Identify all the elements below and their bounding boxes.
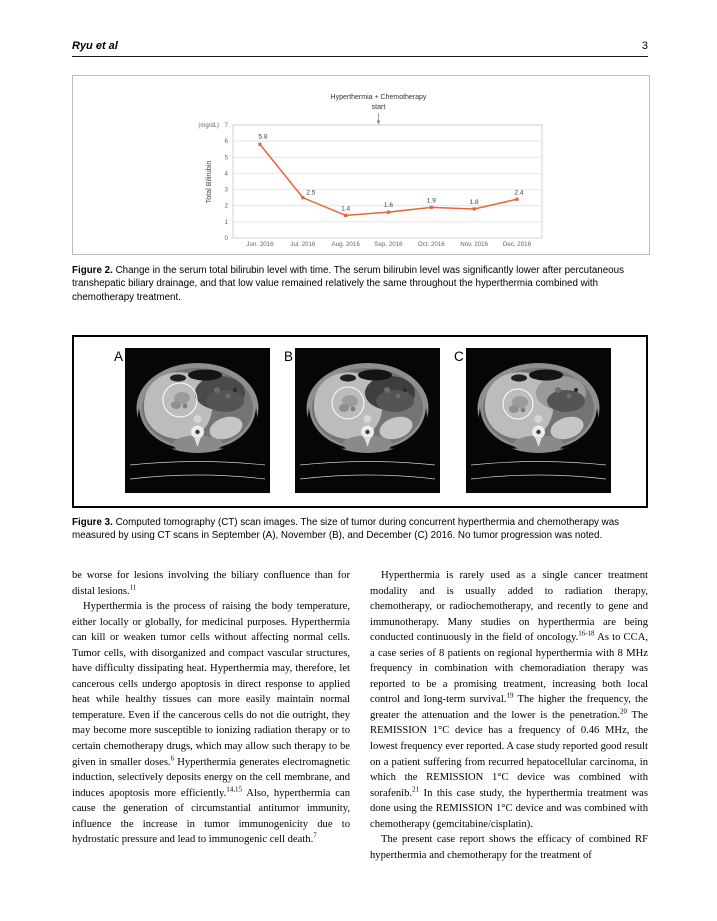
bilirubin-line-chart — [73, 76, 647, 252]
paragraph: be worse for lesions involving the biliary confluence than for distal lesions.$^{11}$ — [72, 570, 350, 597]
svg-text:5.8: 5.8 — [258, 133, 268, 141]
svg-text:1.8: 1.8 — [469, 198, 479, 206]
svg-text:5: 5 — [224, 154, 228, 162]
ct-scan-label: A — [114, 349, 124, 364]
body-text — [72, 568, 648, 863]
svg-text:(mg/dL): (mg/dL) — [198, 123, 219, 129]
ct-scan-cell — [454, 348, 611, 493]
body-right-column — [370, 568, 648, 863]
svg-text:6: 6 — [224, 138, 228, 146]
svg-text:2.5: 2.5 — [306, 189, 316, 197]
figure3-caption-label: Figure 3. — [72, 517, 113, 528]
svg-text:Jun. 2016: Jun. 2016 — [246, 241, 274, 248]
paragraph: Hyperthermia is rarely used as a single cancer treatment modality and is usually added to radiation therapy, chemotherapy, or radiochemotherapy, and recently to gene and immunotherapy. Many studies on hyperthermia are being conducted continuously in the field of oncology.$^{16-18}$ As to CCA, a case series of 8 patients on regional hyperthermia with 8 MHz frequency in combination with chemoradiation therapy was reported to be a promising treatment, increasing both local control and long-term survival.$^{19}$ The higher the frequency, the greater the attenuation and the lower is the penetration.$^{20}$ The REMISSION 1°C device has a frequency of 0.46 MHz, the lowest frequency ever reported. A case study reported good result on a patient suffering from recurred hepatocellular carcinoma, in which the REMISSION 1°C device was combined with sorafenib.$^{21}$ In this case study, the hyperthermia treatment was done using the REMISSION 1°C device and was combined with chemotherapy (gemcitabine/cisplatin). — [370, 570, 649, 830]
ct-scan-image — [295, 348, 440, 493]
paragraph: The present case report shows the efficacy of combined RF hyperthermia and chemotherapy for the treatment of — [370, 834, 648, 861]
figure2-caption-text: Change in the serum total bilirubin level with time. The serum bilirubin level was significantly lower after percutaneous transhepatic biliary drainage, and that low value remained relatively the same throughout the hyperthermia combined with chemotherapy treatment. — [72, 265, 624, 303]
ct-scan-image — [125, 348, 270, 493]
ct-scan-cell — [284, 348, 440, 493]
figure2-caption — [72, 264, 648, 304]
body-left-column — [72, 568, 350, 863]
svg-text:0: 0 — [224, 235, 228, 242]
ct-scan-label: B — [284, 349, 294, 364]
svg-text:Hyperthermia + Chemotherapy: Hyperthermia + Chemotherapy — [330, 94, 427, 101]
figure3-caption — [72, 516, 648, 543]
figure2-caption-label: Figure 2. — [72, 265, 113, 276]
svg-text:1.4: 1.4 — [341, 205, 351, 213]
svg-text:3: 3 — [224, 186, 228, 194]
svg-text:Jul. 2016: Jul. 2016 — [290, 241, 316, 248]
svg-text:Aug. 2016: Aug. 2016 — [331, 241, 360, 248]
svg-text:2: 2 — [224, 202, 228, 210]
svg-text:2.4: 2.4 — [514, 189, 524, 197]
ct-scan-label: C — [454, 349, 464, 364]
svg-text:Nov. 2016: Nov. 2016 — [460, 241, 489, 248]
svg-text:1.9: 1.9 — [426, 197, 436, 205]
svg-text:Total Bilirubin: Total Bilirubin — [204, 160, 213, 204]
paragraph: Hyperthermia is the process of raising the body temperature, either locally or globally, for medicinal purposes. Hyperthermia can kill or weaken tumor cells without affecting normal cells. Tumor cells, with disorganized and compact vascular structures, have difficulty dissipating heat. Hyperthermia may, therefore, let cancerous cells undergo apoptosis in direct response to applied heat while healthy tissues can more easily maintain normal temperature. Even if the cancerous cells do not die outright, they may become more susceptible to ionizing radiation therapy or to certain chemotherapy drugs, which may allow such therapy to be given in smaller doses.$^6$ Hyperthermia generates electromagnetic induction, selectively deposits energy on the cell membrane, and induces apoptosis more efficiently.$^{14,15}$ Also, hyperthermia can cause the generation of circumstantial antitumor immunity, influence the increase in tumor immunogenicity due to hydrostatic pressure and lead to immunogenic cell death.$^7$ — [72, 601, 351, 846]
svg-text:1: 1 — [224, 218, 228, 226]
svg-text:Sep. 2016: Sep. 2016 — [374, 241, 403, 248]
running-head: Ryu et al — [72, 40, 118, 52]
ct-scan-cell — [114, 348, 270, 493]
page-header — [72, 40, 648, 57]
svg-text:1.6: 1.6 — [383, 202, 394, 210]
ct-scan-row — [74, 337, 646, 493]
page-number: 3 — [641, 40, 648, 52]
svg-text:4: 4 — [224, 170, 228, 178]
svg-text:Oct. 2016: Oct. 2016 — [417, 241, 445, 248]
figure2-panel — [72, 75, 650, 255]
ct-scan-image — [466, 348, 611, 493]
svg-text:Dec. 2016: Dec. 2016 — [502, 241, 532, 248]
svg-text:start: start — [371, 104, 386, 111]
figure3-panel — [72, 335, 648, 508]
svg-text:7: 7 — [224, 122, 228, 129]
figure3-caption-text: Computed tomography (CT) scan images. The size of tumor during concurrent hyperthermia and chemotherapy was measured by using CT scans in September (A), November (B), and December (C) 2016. No tumor progression was noted. — [72, 517, 620, 542]
